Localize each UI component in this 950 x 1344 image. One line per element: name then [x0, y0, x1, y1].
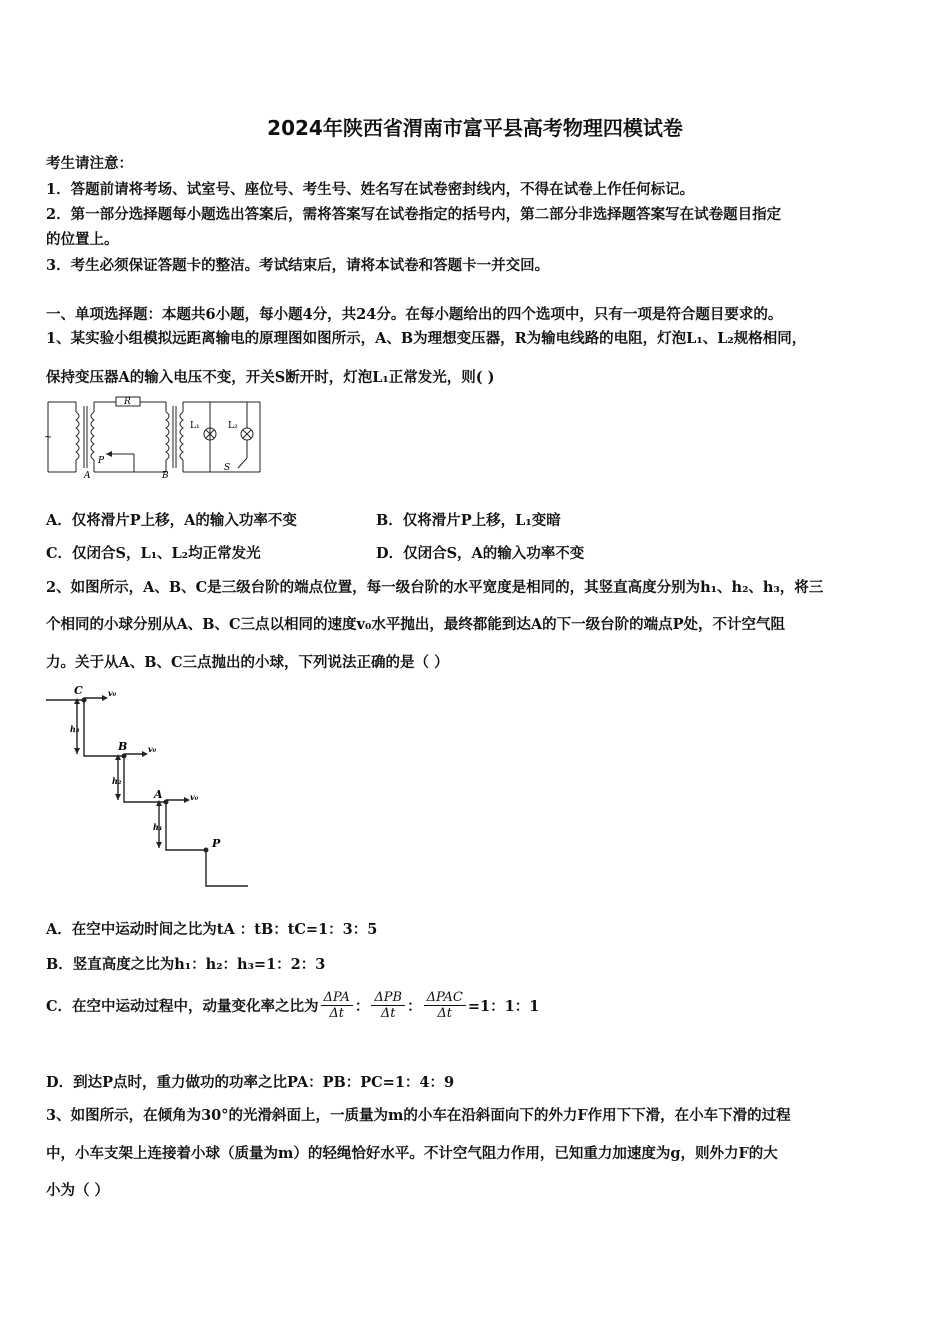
- q3-stem-line1: 3、如图所示，在倾角为30°的光滑斜面上，一质量为m的小车在沿斜面向下的外力F作用下下滑，在小车下滑的过程: [46, 1107, 791, 1124]
- q2-stem-line2: 个相同的小球分别从A、B、C三点以相同的速度v₀水平抛出，最终都能到达A的下一级台阶的端点P处，不计空气阻: [46, 616, 785, 633]
- label-L1: L₁: [190, 421, 200, 431]
- ratio-sep-2: ：: [407, 998, 422, 1015]
- label-v0-b: v₀: [148, 744, 157, 754]
- label-R: R: [124, 397, 131, 407]
- label-B: B: [162, 471, 169, 480]
- label-v0-c: v₀: [108, 688, 117, 698]
- fraction-pb: $\frac{\text{ΔPB}}{\Delta t}$: [371, 990, 405, 1021]
- q1-stem-line2: 保持变压器A的输入电压不变，开关S断开时，灯泡L₁正常发光，则( ): [46, 369, 495, 386]
- q1-stem-line1: 1、某实验小组模拟远距离输电的原理图如图所示，A、B为理想变压器，R为输电线路的电阻，灯泡L₁、L₂规格相同，: [46, 330, 807, 347]
- label-h1: h₁: [153, 822, 163, 832]
- notice-item-1: 1．答题前请将考场、试室号、座位号、考生号、姓名写在试卷密封线内，不得在试卷上作任何标记。: [46, 181, 695, 198]
- q2-stairs-diagram: [44, 684, 254, 890]
- label-B: B: [118, 740, 128, 753]
- q2-option-a[interactable]: A．在空中运动时间之比为tA ：tB：tC=1：3：5: [46, 921, 378, 938]
- q1-option-c[interactable]: C．仅闭合S，L₁、L₂均正常发光: [46, 545, 261, 562]
- label-C: C: [74, 684, 83, 697]
- page-title: 2024年陕西省渭南市富平县高考物理四模试卷: [267, 116, 683, 140]
- notice-heading: 考生请注意：: [46, 155, 133, 172]
- label-P: P: [212, 837, 221, 850]
- section-heading: 一、单项选择题：本题共6小题，每小题4分，共24分。在每小题给出的四个选项中，只有一项是符合题目要求的。: [46, 306, 783, 323]
- slider-arrow-icon: [106, 451, 112, 457]
- label-S: S: [224, 463, 231, 473]
- q1-circuit-diagram: [44, 394, 266, 480]
- fraction-pa: $\frac{\text{ΔPA}}{\Delta t}$: [321, 990, 353, 1021]
- label-L2: L₂: [228, 421, 238, 431]
- ac-source-icon: ~: [44, 432, 53, 443]
- label-v0-a: v₀: [190, 792, 199, 802]
- q3-stem-line3: 小为（ ）: [46, 1182, 110, 1199]
- notice-item-2-cont: 的位置上。: [46, 231, 119, 248]
- label-h3: h₃: [70, 724, 80, 734]
- q2-option-c-prefix: C．在空中运动过程中，动量变化率之比为: [46, 998, 319, 1015]
- notice-item-2: 2．第一部分选择题每小题选出答案后，需将答案写在试卷指定的括号内，第二部分非选择题答案写在试卷题目指定: [46, 206, 782, 223]
- q3-stem-line2: 中，小车支架上连接着小球（质量为m）的轻绳恰好水平。不计空气阻力作用，已知重力加速度为g，则外力F的大: [46, 1145, 778, 1162]
- q2-option-c[interactable]: [46, 990, 539, 1021]
- q2-option-b[interactable]: B．竖直高度之比为h₁：h₂：h₃=1：2：3: [46, 956, 326, 973]
- label-h2: h₂: [112, 776, 122, 786]
- label-P: P: [98, 456, 105, 466]
- q1-option-a[interactable]: A．仅将滑片P上移，A的输入功率不变: [46, 512, 297, 529]
- fraction-pc: $\frac{\text{ΔPAC}}{\Delta t}$: [424, 990, 466, 1021]
- ratio-sep-1: ：: [354, 998, 370, 1015]
- label-A: A: [154, 788, 163, 801]
- q2-stem-line1: 2、如图所示，A、B、C是三级台阶的端点位置，每一级台阶的水平宽度是相同的，其竖直高度分别为h₁、h₂、h₃，将三: [46, 579, 824, 596]
- q1-option-b[interactable]: B．仅将滑片P上移，L₁变暗: [376, 512, 561, 529]
- notice-item-3: 3．考生必须保证答题卡的整洁。考试结束后，请将本试卷和答题卡一并交回。: [46, 257, 550, 274]
- q2-stem-line3: 力。关于从A、B、C三点抛出的小球，下列说法正确的是（ ）: [46, 654, 449, 671]
- q2-option-c-suffix: =1：1：1: [467, 998, 540, 1015]
- q1-option-d[interactable]: D．仅闭合S，A的输入功率不变: [376, 545, 585, 562]
- label-A: A: [84, 471, 91, 480]
- q2-option-d[interactable]: D．到达P点时，重力做功的功率之比PA：PB：PC=1：4：9: [46, 1074, 455, 1091]
